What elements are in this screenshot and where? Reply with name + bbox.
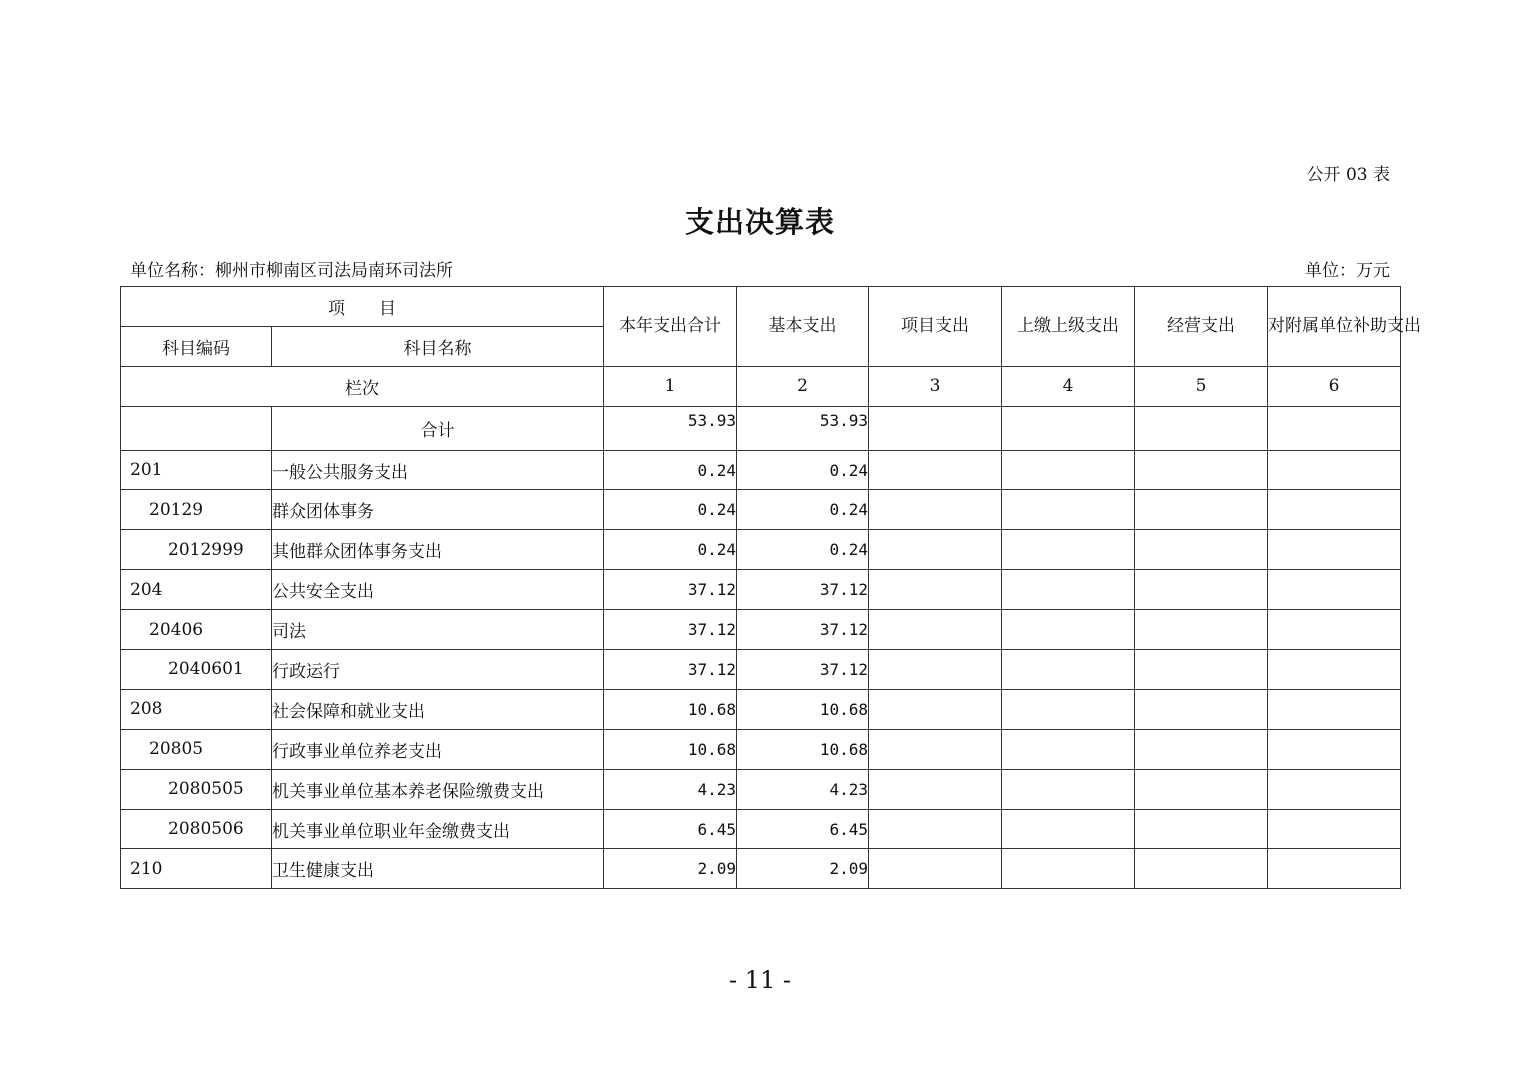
subject-name: 机关事业单位职业年金缴费支出 [272, 809, 604, 849]
table-cell [1268, 650, 1401, 690]
total-expenditure-value: 0.24 [604, 490, 737, 530]
unit-name-label: 单位名称：柳州市柳南区司法局南环司法所 [130, 261, 453, 281]
table-row [121, 809, 1401, 849]
table-cell [1002, 570, 1135, 610]
table-cell [869, 610, 1002, 650]
table-cell [1268, 450, 1401, 490]
subject-code: 2080505 [121, 769, 272, 809]
subject-code: 201 [121, 450, 272, 490]
page-title: 支出决算表 [684, 205, 835, 239]
column-number: 4 [1002, 366, 1135, 406]
table-row [121, 530, 1401, 570]
table-cell [121, 406, 272, 450]
table-cell [869, 490, 1002, 530]
table-cell [869, 729, 1002, 769]
table-cell [1002, 809, 1135, 849]
table-cell [1135, 610, 1268, 650]
currency-unit-label: 单位：万元 [1305, 261, 1390, 281]
header-operating-expenditure: 经营支出 [1135, 287, 1268, 367]
total-expenditure-value: 2.09 [604, 849, 737, 889]
subject-code: 20129 [121, 490, 272, 530]
table-cell [1268, 530, 1401, 570]
subject-name: 群众团体事务 [272, 490, 604, 530]
table-row [121, 849, 1401, 889]
subject-name: 其他群众团体事务支出 [272, 530, 604, 570]
table-row [121, 570, 1401, 610]
table-cell [1002, 729, 1135, 769]
table-cell [1268, 769, 1401, 809]
total-expenditure-value: 4.23 [604, 769, 737, 809]
table-cell [1002, 689, 1135, 729]
expenditure-table [120, 286, 1421, 889]
subject-code: 2040601 [121, 650, 272, 690]
basic-expenditure-value: 0.24 [737, 450, 869, 490]
table-row [121, 650, 1401, 690]
table-cell [869, 530, 1002, 570]
total-expenditure-value: 10.68 [604, 729, 737, 769]
table-cell [1002, 650, 1135, 690]
table-row [121, 490, 1401, 530]
subject-name: 行政运行 [272, 650, 604, 690]
subject-name: 行政事业单位养老支出 [272, 729, 604, 769]
column-number-row [121, 366, 1401, 406]
table-cell [1268, 729, 1401, 769]
subject-name: 社会保障和就业支出 [272, 689, 604, 729]
table-cell [869, 406, 1002, 450]
column-number: 1 [604, 366, 737, 406]
subject-name: 公共安全支出 [272, 570, 604, 610]
total-expenditure-value: 37.12 [604, 610, 737, 650]
basic-expenditure-value: 10.68 [737, 729, 869, 769]
basic-expenditure-value: 37.12 [737, 610, 869, 650]
basic-expenditure-value: 0.24 [737, 530, 869, 570]
table-cell [1135, 490, 1268, 530]
table-cell [1135, 530, 1268, 570]
header-subject-code: 科目编码 [121, 326, 272, 366]
subject-name: 一般公共服务支出 [272, 450, 604, 490]
column-number: 2 [737, 366, 869, 406]
total-expenditure-value: 37.12 [604, 570, 737, 610]
total-row [121, 406, 1401, 450]
basic-expenditure-value: 4.23 [737, 769, 869, 809]
table-cell [1135, 809, 1268, 849]
table-cell [1268, 809, 1401, 849]
table-cell [1135, 650, 1268, 690]
total-col2: 53.93 [737, 406, 869, 450]
table-cell [1135, 450, 1268, 490]
basic-expenditure-value: 2.09 [737, 849, 869, 889]
table-cell [1135, 406, 1268, 450]
table-cell [869, 809, 1002, 849]
page-number: - 11 - [728, 966, 791, 994]
table-cell [1002, 530, 1135, 570]
table-cell [1002, 450, 1135, 490]
table-cell [869, 689, 1002, 729]
column-number: 3 [869, 366, 1002, 406]
subject-code: 2080506 [121, 809, 272, 849]
subject-name: 机关事业单位基本养老保险缴费支出 [272, 769, 604, 809]
total-label: 合计 [272, 406, 604, 450]
subject-code: 20406 [121, 610, 272, 650]
header-subsidy-expenditure: 对附属单位补助支出 [1268, 287, 1401, 367]
table-row [121, 769, 1401, 809]
table-cell [869, 769, 1002, 809]
table-row [121, 450, 1401, 490]
table-cell [1268, 490, 1401, 530]
header-subject-name: 科目名称 [272, 326, 604, 366]
subject-code: 20805 [121, 729, 272, 769]
table-cell [869, 650, 1002, 690]
table-cell [1268, 610, 1401, 650]
table-cell [1002, 406, 1135, 450]
subject-name: 卫生健康支出 [272, 849, 604, 889]
basic-expenditure-value: 37.12 [737, 650, 869, 690]
column-number: 6 [1268, 366, 1401, 406]
table-cell [1002, 769, 1135, 809]
table-cell [1268, 570, 1401, 610]
table-cell [1002, 849, 1135, 889]
subject-code: 208 [121, 689, 272, 729]
basic-expenditure-value: 37.12 [737, 570, 869, 610]
table-cell [869, 849, 1002, 889]
table-cell [1002, 490, 1135, 530]
header-item: 项 目 [121, 287, 604, 327]
basic-expenditure-value: 0.24 [737, 490, 869, 530]
total-expenditure-value: 0.24 [604, 450, 737, 490]
total-expenditure-value: 0.24 [604, 530, 737, 570]
total-expenditure-value: 10.68 [604, 689, 737, 729]
table-cell [1268, 849, 1401, 889]
table-row [121, 610, 1401, 650]
table-cell [1268, 406, 1401, 450]
header-total-expenditure: 本年支出合计 [604, 287, 737, 367]
table-cell [869, 450, 1002, 490]
basic-expenditure-value: 10.68 [737, 689, 869, 729]
total-col1: 53.93 [604, 406, 737, 450]
column-number-label: 栏次 [121, 366, 604, 406]
table-cell [1135, 769, 1268, 809]
table-row [121, 729, 1401, 769]
table-row [121, 689, 1401, 729]
header-remit-expenditure: 上缴上级支出 [1002, 287, 1135, 367]
subject-name: 司法 [272, 610, 604, 650]
header-row-1 [121, 287, 1401, 327]
table-cell [1268, 689, 1401, 729]
total-expenditure-value: 37.12 [604, 650, 737, 690]
header-basic-expenditure: 基本支出 [737, 287, 869, 367]
subject-code: 2012999 [121, 530, 272, 570]
column-number: 5 [1135, 366, 1268, 406]
table-cell [1002, 610, 1135, 650]
table-cell [1135, 689, 1268, 729]
basic-expenditure-value: 6.45 [737, 809, 869, 849]
form-number: 公开 03 表 [1306, 165, 1390, 185]
subject-code: 204 [121, 570, 272, 610]
subject-code: 210 [121, 849, 272, 889]
total-expenditure-value: 6.45 [604, 809, 737, 849]
header-project-expenditure: 项目支出 [869, 287, 1002, 367]
table-cell [1135, 729, 1268, 769]
table-cell [869, 570, 1002, 610]
table-cell [1135, 849, 1268, 889]
table-cell [1135, 570, 1268, 610]
